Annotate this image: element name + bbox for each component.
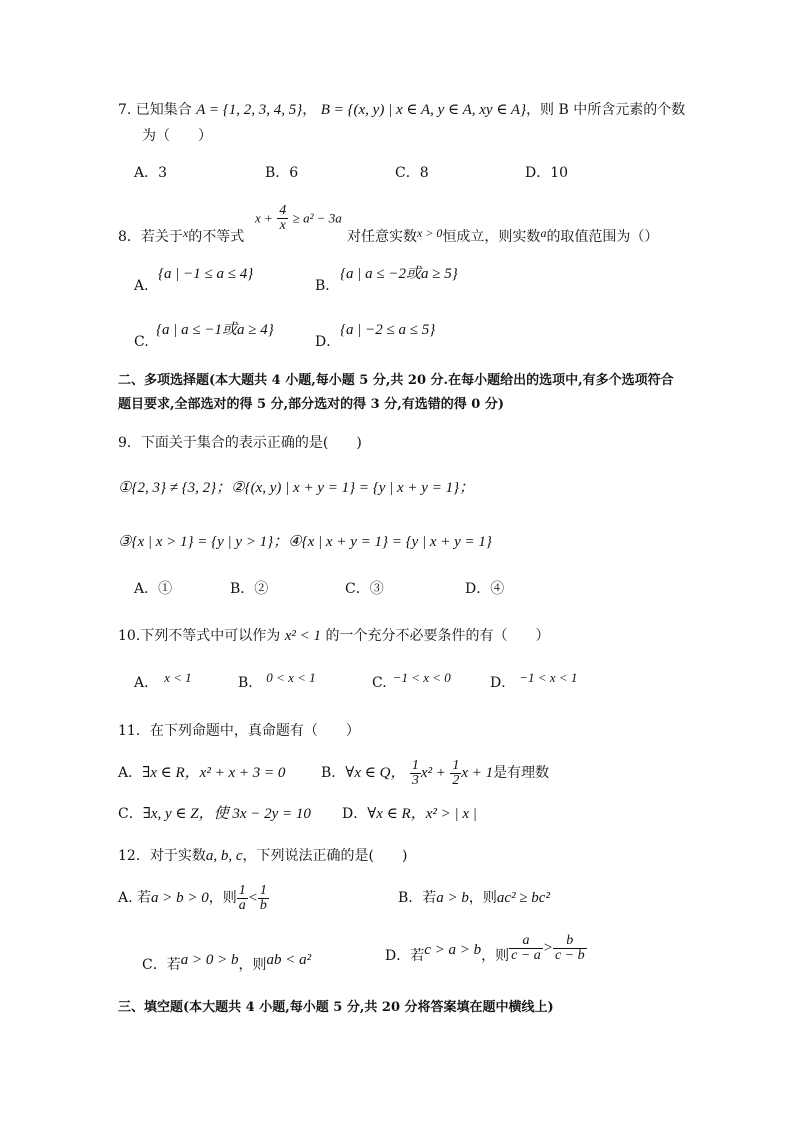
- q8-ineq-left: x +: [255, 210, 273, 226]
- q11-option-b[interactable]: [321, 756, 549, 790]
- q8-mid: 的不等式: [188, 229, 245, 245]
- q12-a-frac1-den: a: [238, 897, 246, 913]
- q12-option-a-lt: <: [247, 890, 258, 906]
- q12-option-d-then: ，则: [481, 948, 510, 964]
- q10-option-a-math: x < 1: [164, 670, 192, 685]
- q12-option-c-cond: a > 0 > b: [180, 952, 239, 968]
- q11-option-b-end: x + 1: [461, 765, 494, 781]
- section2-title-line2: 题目要求,全部选对的得 5 分,部分选对的得 3 分,有选错的得 0 分): [118, 397, 505, 412]
- q8-var-a: a: [540, 226, 547, 240]
- q8-frac-num: 4: [279, 203, 287, 218]
- q10-stem-pre: 10.下列不等式中可以作为: [118, 628, 281, 644]
- q11-frac2-num: 1: [452, 757, 460, 773]
- q8-option-d-label[interactable]: D．: [315, 334, 341, 350]
- q7-suffix: ，则 B 中所含元素的个数: [526, 102, 686, 118]
- q8-option-d-set[interactable]: {a | −2 ≤ a ≤ 5}: [340, 322, 436, 338]
- q12-option-d-cond: c > a > b: [424, 942, 482, 958]
- q12-stem-post: ，下列说法正确的是( ): [242, 848, 408, 864]
- q10-option-a[interactable]: [134, 668, 192, 693]
- q12-a-frac2-den: b: [259, 897, 267, 913]
- q12-option-a-then: ，则: [208, 890, 237, 906]
- q7-sep: ，: [302, 102, 317, 118]
- q12-option-a-cond: a > b > 0: [151, 890, 209, 906]
- q10-option-d-label: D．: [490, 675, 516, 691]
- q11-option-b-text: 是有理数: [493, 765, 550, 781]
- q12-option-b-math: ac² ≥ bc²: [496, 890, 550, 906]
- q7-option-a[interactable]: A．3: [134, 165, 168, 181]
- q9-option-c[interactable]: C．③: [345, 581, 384, 597]
- q7-line2: 为（ ）: [142, 128, 212, 144]
- q12-d-frac1-num: a: [509, 934, 543, 949]
- q8-suffix2: 的取值范围为（）: [546, 229, 659, 245]
- q12-option-a-frac2: [258, 884, 269, 913]
- q12-option-c[interactable]: [142, 950, 311, 975]
- q8-prefix: 8．若关于: [118, 229, 183, 245]
- q11-option-a-label: A．: [118, 765, 143, 781]
- q12-option-a-label: A. 若: [118, 890, 152, 906]
- q11-option-a-math: ∃x ∈ R，x² + x + 3 = 0: [142, 765, 286, 781]
- q8-suffix: 恒成立，则实数: [442, 229, 541, 245]
- q12-d-frac1-den: c − a: [511, 947, 541, 963]
- q7-option-d[interactable]: D．10: [525, 165, 569, 181]
- q11-option-b-frac2: [450, 759, 461, 788]
- q9-statements-row2: ③{x | x > 1} = {y | y > 1}；④{x | x + y = 1} = {y | x + y = 1}: [118, 534, 492, 550]
- q12-a-frac1-num: 1: [238, 882, 246, 898]
- q11-option-c-math: ∃x, y ∈ Z，使 3x − 2y = 10: [142, 806, 311, 822]
- q8-stem-suffix: [347, 223, 658, 247]
- section2-title-line1: 二、多项选择题(本大题共 4 小题,每小题 5 分,共 20 分.在每小题给出的选项中,有多个选项符合: [118, 373, 674, 388]
- q12-option-b[interactable]: [398, 888, 550, 908]
- q10-stem: [118, 626, 549, 646]
- q11-option-c[interactable]: [118, 804, 311, 824]
- q9-option-a[interactable]: A．①: [134, 581, 173, 597]
- q12-option-d[interactable]: [385, 930, 587, 974]
- q9-statements-row1: ①{2, 3} ≠ {3, 2}；②{(x, y) | x + y = 1} = {y | x + y = 1}；: [118, 480, 475, 496]
- q12-option-c-then: ，则: [238, 957, 267, 973]
- q11-frac1-num: 1: [411, 757, 419, 773]
- q10-option-a-label: A．: [134, 675, 159, 691]
- q7-prefix: 7. 已知集合: [118, 102, 192, 118]
- q11-option-b-frac1: [410, 759, 421, 788]
- q10-option-d[interactable]: [490, 668, 577, 693]
- q8-mid2: 对任意实数: [347, 229, 417, 245]
- q11-option-a[interactable]: [118, 763, 285, 783]
- q7-line1: [118, 100, 685, 120]
- q12-option-b-label: B．若: [398, 890, 437, 906]
- q10-option-b[interactable]: [238, 668, 316, 693]
- q8-ineq-right: ≥ a² − 3a: [292, 210, 342, 226]
- q12-option-c-label: C．若: [142, 957, 181, 973]
- q11-option-d[interactable]: [342, 804, 477, 824]
- q11-option-b-math1: ∀x ∈ Q，: [345, 765, 406, 781]
- q8-option-a-label[interactable]: A．: [134, 278, 159, 294]
- q10-stem-math: x² < 1: [284, 628, 321, 644]
- q10-option-c-math: −1 < x < 0: [392, 670, 451, 685]
- q9-stem: 9．下面关于集合的表示正确的是( ): [118, 435, 362, 451]
- q8-option-b-label[interactable]: B．: [315, 278, 340, 294]
- q8-option-a-set[interactable]: {a | −1 ≤ a ≤ 4}: [158, 266, 254, 282]
- q12-d-frac2-num: b: [553, 934, 587, 949]
- q7-setA: A = {1, 2, 3, 4, 5}: [196, 102, 303, 118]
- q7-option-c[interactable]: C．8: [395, 165, 429, 181]
- q9-option-b[interactable]: B．②: [230, 581, 269, 597]
- q12-option-c-math: ab < a²: [266, 952, 312, 968]
- q12-option-a-frac1: [237, 884, 248, 913]
- q10-option-d-math: −1 < x < 1: [519, 670, 578, 685]
- q12-option-b-cond: a > b: [436, 890, 469, 906]
- q12-stem: [118, 846, 407, 866]
- q10-option-b-label: B．: [238, 675, 263, 691]
- q11-option-b-label: B．: [321, 765, 346, 781]
- q12-a-frac2-num: 1: [259, 882, 267, 898]
- q10-stem-post: 的一个充分不必要条件的有（ ）: [325, 628, 550, 644]
- q8-stem-prefix: [118, 223, 244, 247]
- q8-var-x: x: [182, 226, 189, 240]
- q11-option-d-label: D．: [342, 806, 368, 822]
- q10-option-c-label: C.: [372, 675, 387, 691]
- q8-inequality: [255, 204, 342, 233]
- q12-option-a[interactable]: [118, 880, 269, 916]
- q12-stem-math: a, b, c: [205, 848, 243, 864]
- q12-d-frac2-den: c − b: [554, 947, 585, 963]
- q11-option-c-label: C．: [118, 806, 143, 822]
- q9-option-d[interactable]: D．④: [465, 581, 505, 597]
- q12-option-d-gt: >: [542, 940, 553, 956]
- q11-option-b-mid: x² +: [420, 765, 446, 781]
- section3-title: 三、填空题(本大题共 4 小题,每小题 5 分,共 20 分将答案填在题中横线上): [118, 1000, 554, 1015]
- q11-frac2-den: 2: [452, 772, 460, 788]
- q8-cond: x > 0: [417, 226, 443, 240]
- q10-option-c[interactable]: [372, 668, 451, 693]
- q8-option-b-set[interactable]: {a | a ≤ −2或a ≥ 5}: [340, 266, 458, 282]
- q8-frac-den: x: [279, 218, 286, 233]
- q8-fraction: [277, 204, 288, 233]
- q12-option-d-frac1: [509, 934, 543, 963]
- q12-option-d-frac2: [553, 934, 587, 963]
- q8-option-c-label[interactable]: C.: [134, 334, 149, 350]
- q12-option-b-then: ，则: [468, 890, 497, 906]
- q12-stem-pre: 12．对于实数: [118, 848, 206, 864]
- q12-option-d-label: D．若: [385, 948, 425, 964]
- q10-option-b-math: 0 < x < 1: [266, 670, 316, 685]
- q11-stem: 11．在下列命题中，真命题有（ ）: [118, 723, 360, 739]
- q7-setB: B = {(x, y) | x ∈ A, y ∈ A, xy ∈ A}: [320, 102, 527, 118]
- q7-option-b[interactable]: B．6: [265, 165, 299, 181]
- q8-option-c-set[interactable]: {a | a ≤ −1或a ≥ 4}: [156, 322, 274, 338]
- q11-option-d-math: ∀x ∈ R，x² > | x |: [367, 806, 477, 822]
- q11-frac1-den: 3: [411, 772, 419, 788]
